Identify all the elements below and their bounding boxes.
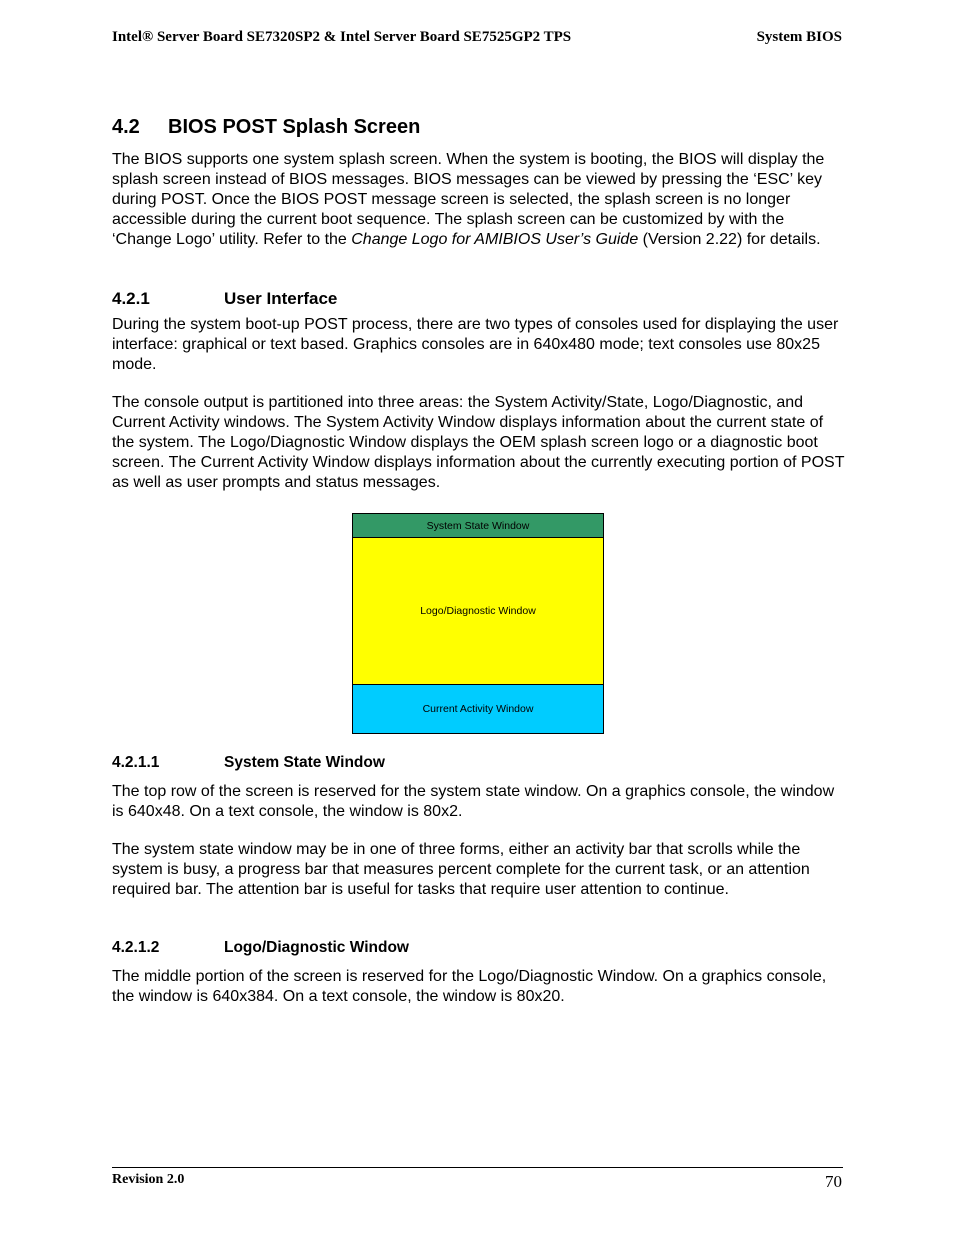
current-activity-window-box	[353, 685, 603, 733]
paragraph-text: (Version 2.22) for details.	[638, 231, 821, 248]
logo-diagnostic-paragraph: The middle portion of the screen is reserved for the Logo/Diagnostic Window. On a graphics console, the window is 640x384. On a text console, the window is 80x20.	[112, 968, 827, 1005]
guide-title: Change Logo for AMIBIOS User’s Guide	[351, 231, 639, 248]
subsubsection-number: 4.2.1.2	[112, 939, 160, 956]
subsubsection-heading	[112, 754, 385, 772]
page-number: 70	[825, 1172, 842, 1191]
subsubsection-title: System State Window	[224, 754, 385, 771]
subsection-number: 4.2.1	[112, 289, 150, 308]
footer-revision: Revision 2.0	[112, 1172, 185, 1187]
header-section: System BIOS	[756, 29, 842, 45]
console-layout-diagram	[352, 513, 604, 734]
header-title: Intel® Server Board SE7320SP2 & Intel Server Board SE7525GP2 TPS	[112, 29, 572, 45]
section-number: 4.2	[112, 116, 140, 138]
subsubsection-heading	[112, 939, 409, 957]
paragraph-text: The BIOS supports one system splash screen. When the system is booting, the BIOS will display the splash screen instead of BIOS messages. BIOS messages can be viewed by pressing the ‘ESC’ key during POST. Once the BIOS POST message screen is selected, the splash screen is no longer accessible during the current boot sequence. The splash screen can be customized by with the ‘Change Logo’ utility. Refer to the	[112, 151, 825, 248]
subsection-title: User Interface	[224, 289, 338, 308]
current-activity-window-label: Current Activity Window	[422, 703, 534, 715]
system-state-window-box	[353, 514, 603, 538]
section-heading	[112, 116, 420, 139]
section-paragraph	[112, 150, 847, 250]
logo-diagnostic-window-label: Logo/Diagnostic Window	[420, 605, 536, 617]
user-interface-paragraph-2: The console output is partitioned into three areas: the System Activity/State, Logo/Diagnostic, and Current Activity windows. The System Activity Window displays information about the current state of the system. The Logo/Diagnostic Window displays the OEM splash screen logo or a diagnostic boot screen. The Current Activity Window displays information about the currently executing portion of POST as well as user prompts and status messages.	[112, 394, 845, 491]
section-title: BIOS POST Splash Screen	[168, 116, 421, 138]
system-state-window-label: System State Window	[426, 519, 530, 532]
system-state-paragraph-2: The system state window may be in one of three forms, either an activity bar that scrolls while the system is busy, a progress bar that measures percent complete for the current task, or an attention required bar. The attention bar is useful for tasks that require user attention to continue.	[112, 841, 810, 898]
user-interface-paragraph-1: During the system boot-up POST process, there are two types of consoles used for displaying the user interface: graphical or text based. Graphics consoles are in 640x480 mode; text consoles use 80x25 mode.	[112, 316, 839, 373]
system-state-paragraph-1: The top row of the screen is reserved for the system state window. On a graphics console, the window is 640x48. On a text console, the window is 80x2.	[112, 783, 835, 820]
subsubsection-title: Logo/Diagnostic Window	[224, 939, 409, 956]
subsection-heading	[112, 289, 337, 309]
logo-diagnostic-window-box	[353, 538, 603, 685]
subsubsection-number: 4.2.1.1	[112, 754, 160, 771]
footer-divider	[112, 1167, 843, 1168]
